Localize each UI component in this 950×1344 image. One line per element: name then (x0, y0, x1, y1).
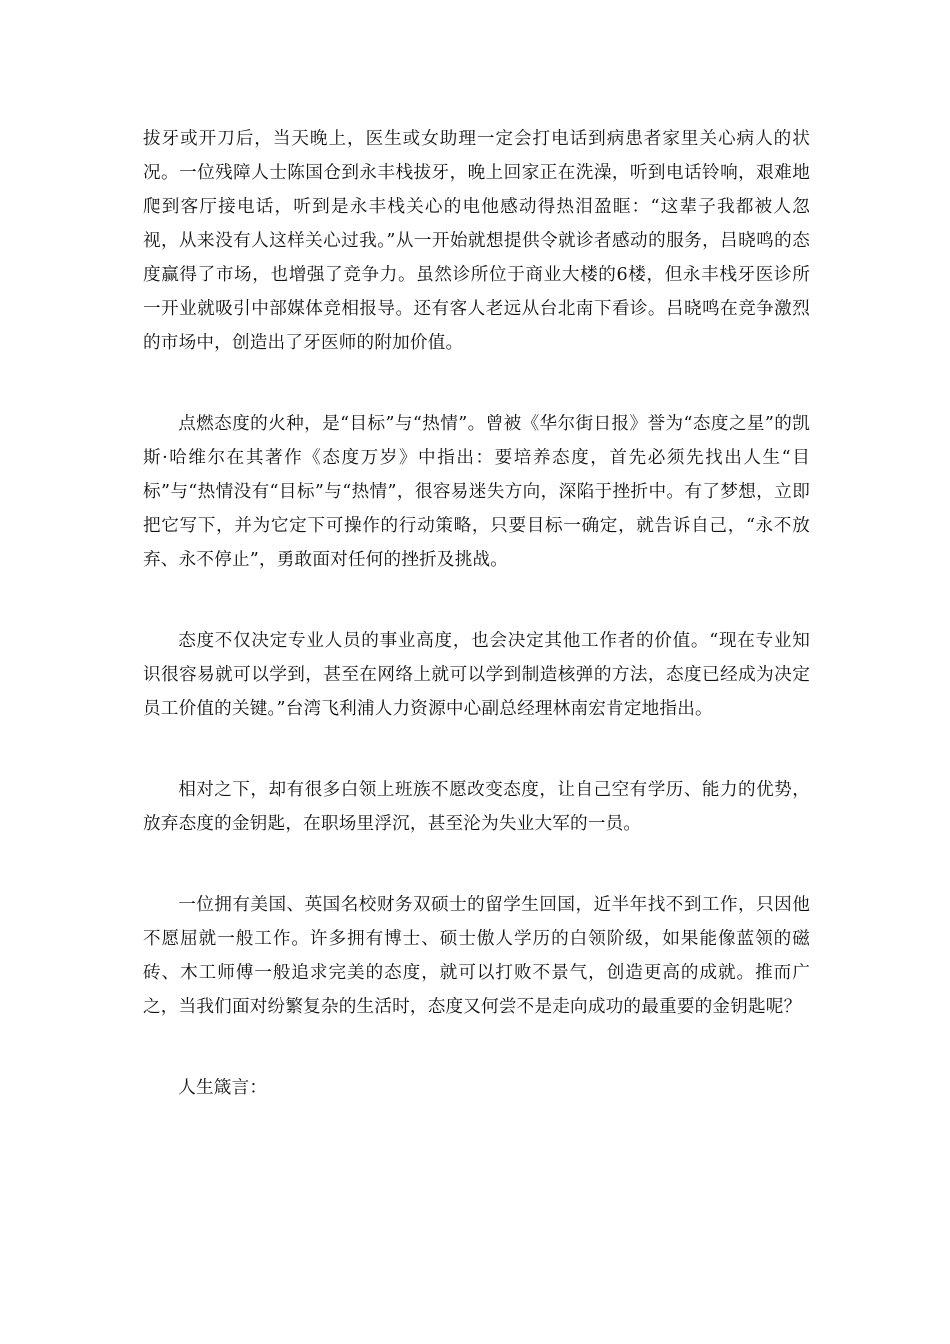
paragraph-attitude-value: 态度不仅决定专业人员的事业高度，也会决定其他工作者的价值。“现在专业知识很容易就可以学到，甚至在网络上就可以学到制造核弹的方法，态度已经成为决定员工价值的关键。”台湾飞利浦人力资源中心副总经理林南宏肯定地指出。 (143, 631, 810, 719)
paragraph-white-collar: 相对之下，却有很多白领上班族不愿改变态度，让自己空有学历、能力的优势，放弃态度的金钥匙，在职场里浮沉，甚至沦为失业大军的一员。 (143, 780, 810, 834)
document-body (143, 122, 810, 1105)
paragraph-dentist-care: 拔牙或开刀后，当天晚上，医生或女助理一定会打电话到病患者家里关心病人的状况。一位残障人士陈国仓到永丰栈拔牙，晚上回家正在洗澡，听到电话铃响，艰难地爬到客厅接电话，听到是永丰栈关心的电他感动得热泪盈眶：“这辈子我都被人忽视，从来没有人这样关心过我。”从一开始就想提供令就诊者感动的服务，吕晓鸣的态度赢得了市场，也增强了竞争力。虽然诊所位于商业大楼的6楼，但永丰栈牙医诊所一开业就吸引中部媒体竞相报导。还有客人老远从台北南下看诊。吕晓鸣在竞争激烈的市场中，创造出了牙医师的附加价值。 (143, 129, 810, 353)
paragraph-goal-passion: 点燃态度的火种，是“目标”与“热情”。曾被《华尔街日报》誉为“态度之星”的凯斯·哈维尔在其著作《态度万岁》中指出：要培养态度，首先必须先找出人生“目标”与“热情没有“目标”与“热情”，很容易迷失方向，深陷于挫折中。有了梦想，立即把它写下，并为它定下可操作的行动策略，只要目标一确定，就告诉自己，“永不放弃、永不停止”，勇敢面对任何的挫折及挑战。 (143, 414, 810, 570)
paragraph-returnee-example: 一位拥有美国、英国名校财务双硕士的留学生回国，近半年找不到工作，只因他不愿屈就一般工作。许多拥有博士、硕士傲人学历的白领阶级，如果能像蓝领的磁砖、木工师傅一般追求完美的态度，就可以打败不景气，创造更高的成就。推而广之，当我们面对纷繁复杂的生活时，态度又何尝不是走向成功的最重要的金钥匙呢？ (143, 895, 810, 1017)
paragraph-life-motto-heading: 人生箴言： (178, 1078, 268, 1098)
